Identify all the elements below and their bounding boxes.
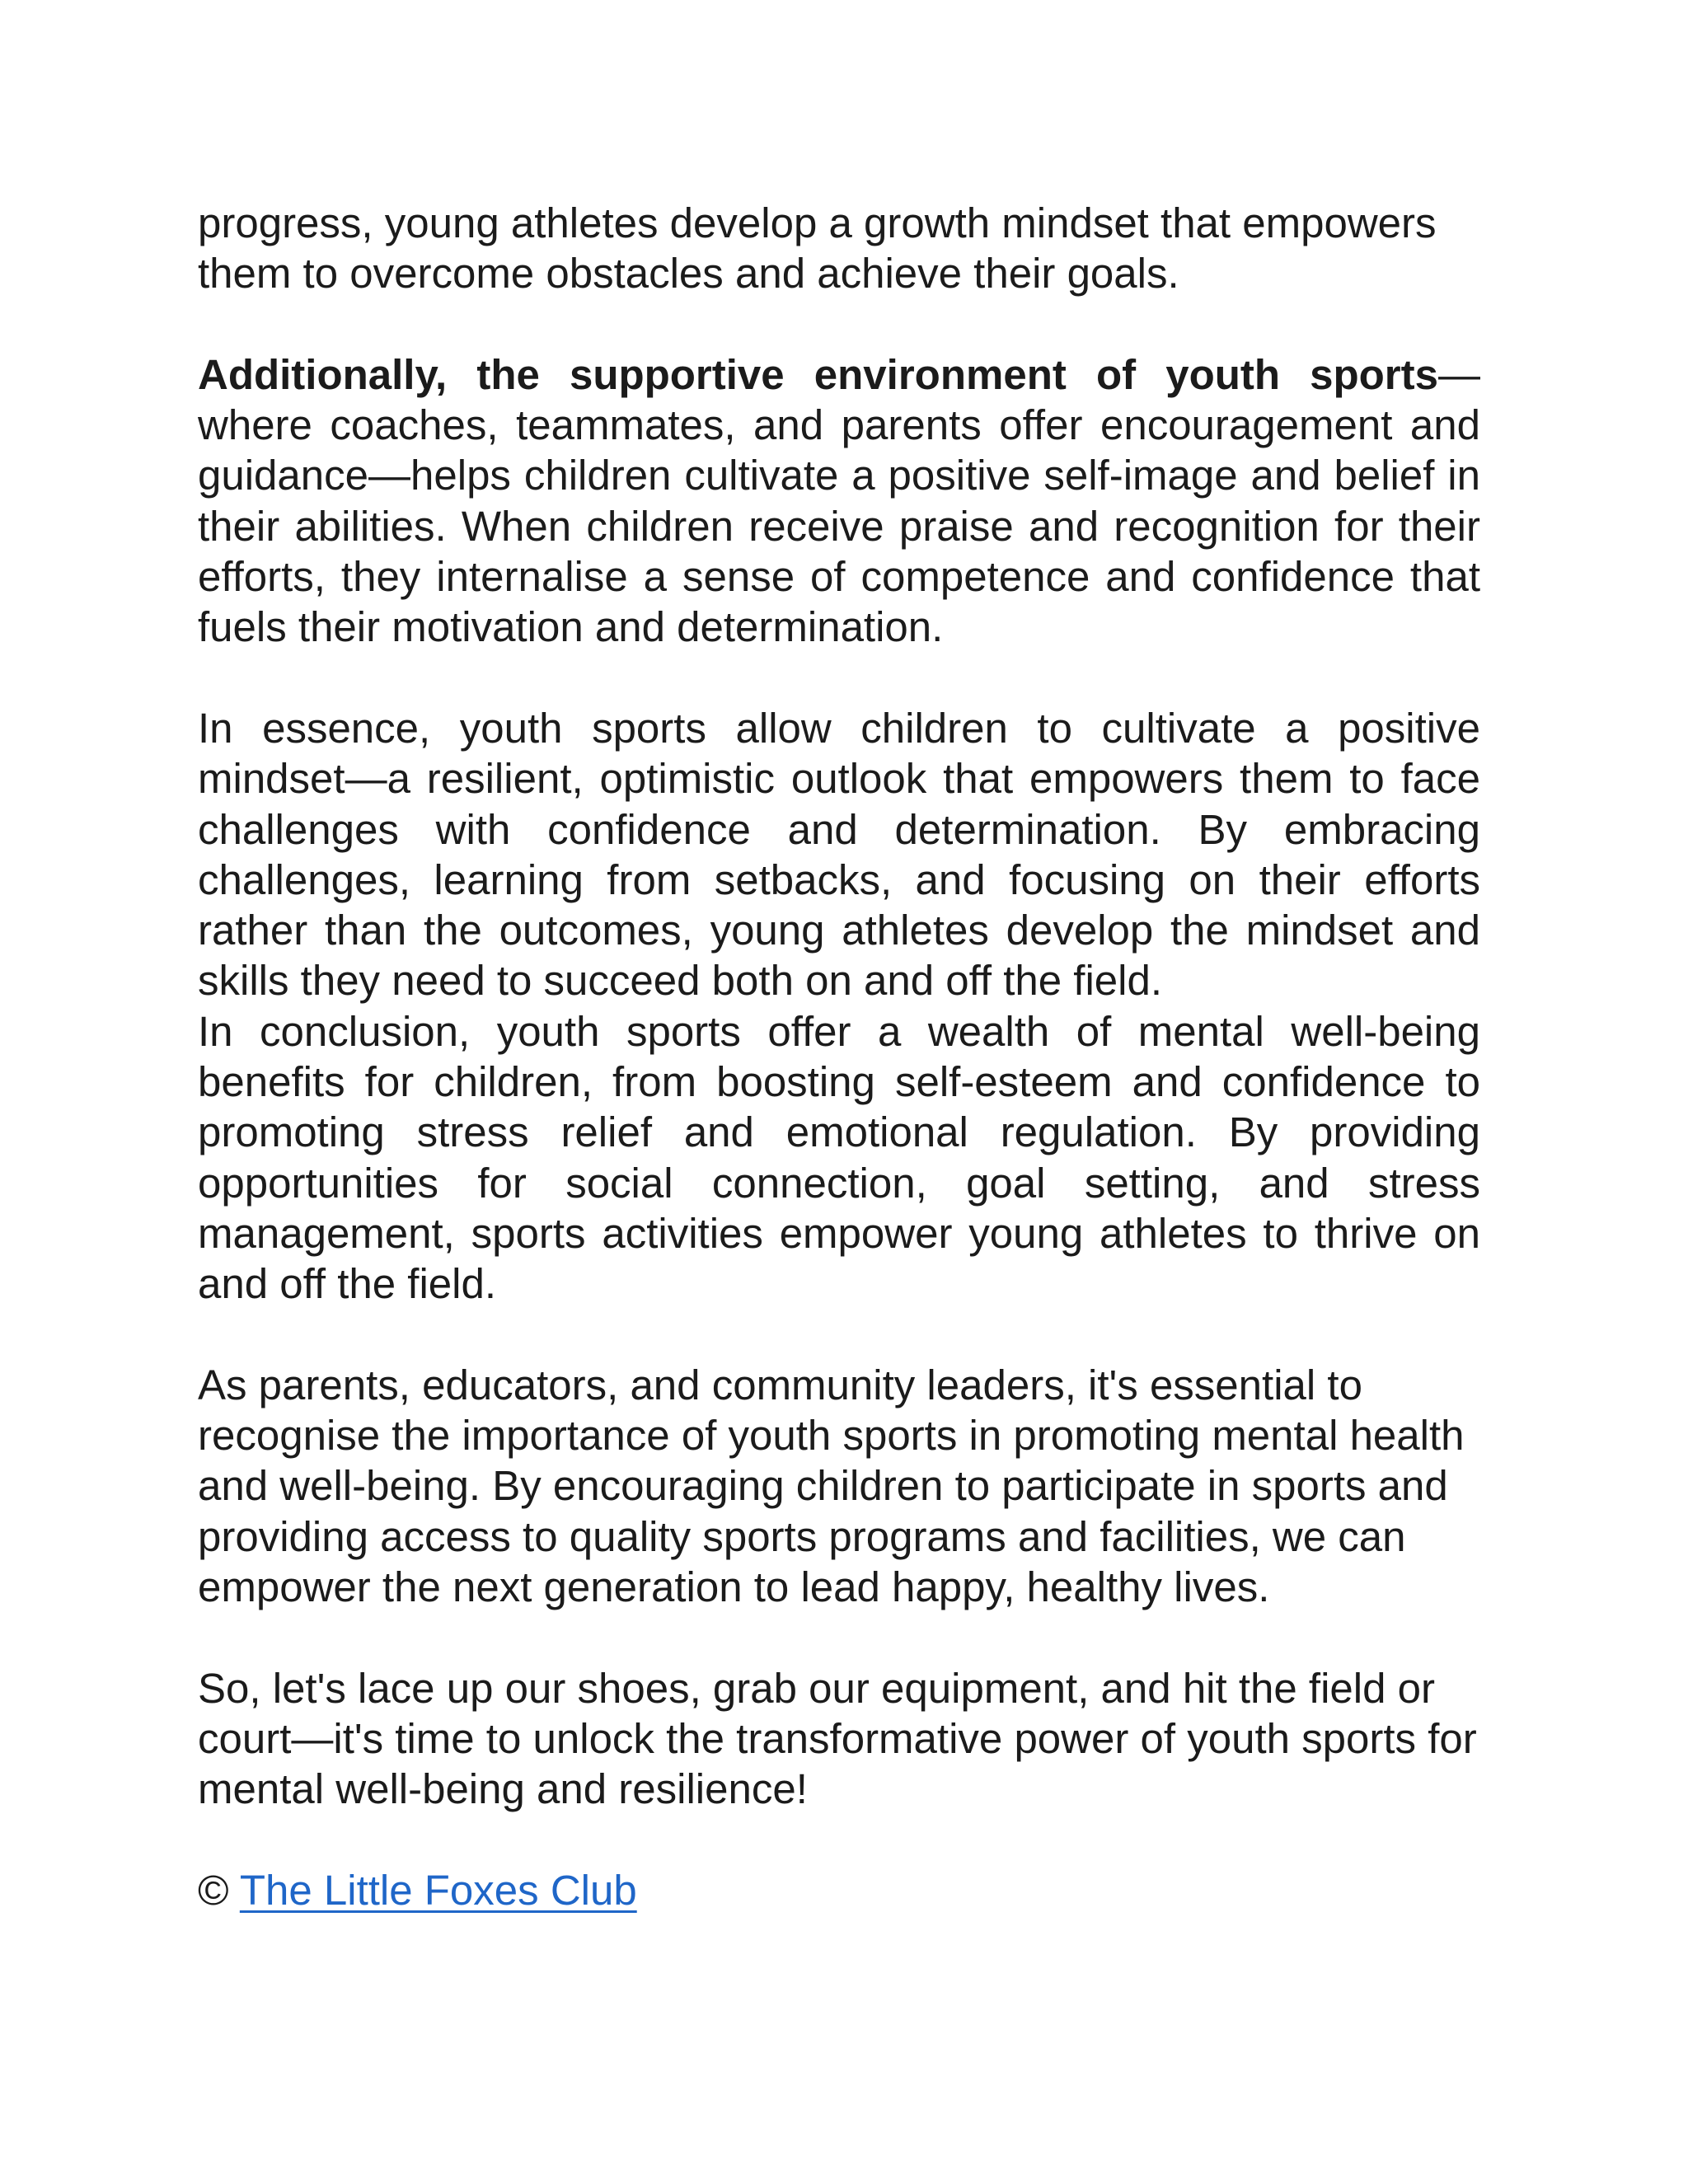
- copyright-symbol: ©: [198, 1866, 229, 1914]
- paragraph-closing: [198, 1663, 1480, 1815]
- paragraph-positive-mindset: [198, 703, 1480, 1006]
- document-page: [198, 198, 1480, 1915]
- paragraph-text: As parents, educators, and community leaders, it's essential to recognise the importance of youth sports in promoting mental health and well-being. By encouraging children to participate in sports and providing access to quality sports programs and facilities, we can empower the next generation to lead happy, healthy lives.: [198, 1361, 1465, 1611]
- copyright-footer: [198, 1865, 1480, 1915]
- paragraph-bold-lead: Additionally, the supportive environment of youth sports: [198, 350, 1438, 398]
- paragraph-text: In conclusion, youth sports offer a wealth of mental well-being benefits for children, from boosting self-esteem and confidence to promoting stress relief and emotional regulation. By providing opportunities for social connection, goal setting, and stress management, sports activities empower young athletes to thrive on and off the field.: [198, 1007, 1480, 1308]
- paragraph-text: In essence, youth sports allow children to cultivate a positive mindset—a resilient, optimistic outlook that empowers them to face challenges with confidence and determination. By embracing challenges, learning from setbacks, and focusing on their efforts rather than the outcomes, young athletes develop the mindset and skills they need to succeed both on and off the field.: [198, 704, 1480, 1005]
- paragraph-supportive-environment: [198, 349, 1480, 653]
- paragraph-text: —where coaches, teammates, and parents offer encouragement and guidance—helps children cultivate a positive self-image and belief in their abilities. When children receive praise and recognition for their efforts, they internalise a sense of competence and confidence that fuels their motivation and determination.: [198, 350, 1480, 651]
- paragraph-growth-mindset: [198, 198, 1480, 299]
- paragraph-text: So, let's lace up our shoes, grab our equipment, and hit the field or court—it's time to unlock the transformative power of youth sports for mental well-being and resilience!: [198, 1664, 1477, 1813]
- little-foxes-club-link[interactable]: The Little Foxes Club: [239, 1866, 637, 1914]
- paragraph-text: progress, young athletes develop a growth mindset that empowers them to overcome obstacles and achieve their goals.: [198, 199, 1437, 298]
- paragraph-call-to-parents: [198, 1360, 1480, 1612]
- paragraph-conclusion: [198, 1006, 1480, 1310]
